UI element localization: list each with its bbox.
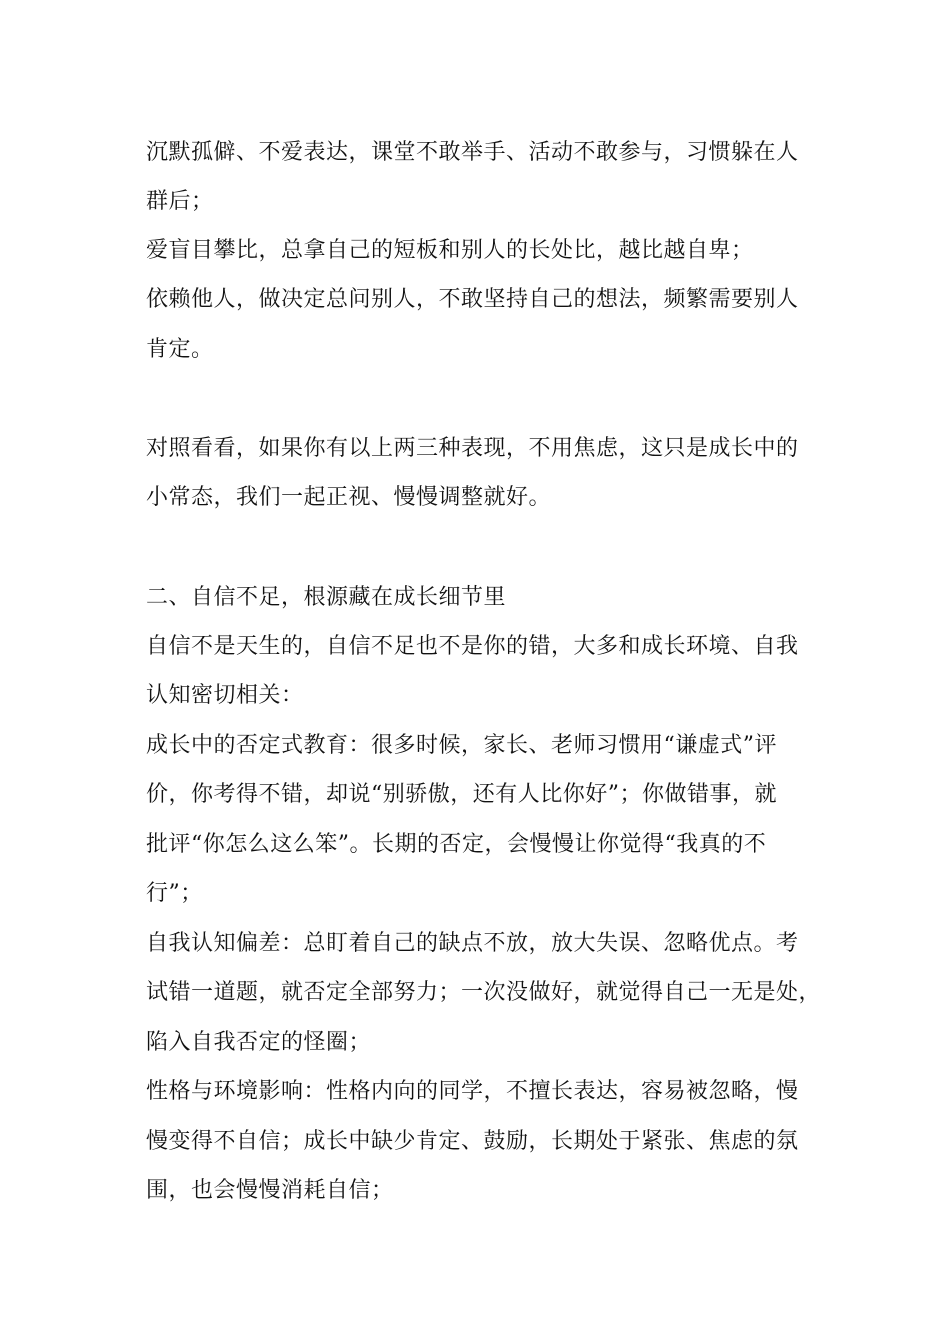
body-text-line: 价，你考得不错，却说“别骄傲，还有人比你好”；你做错事，就 <box>146 782 777 807</box>
body-text-line: 性格与环境影响：性格内向的同学，不擅长表达，容易被忽略，慢 <box>146 1079 799 1104</box>
body-text-line: 肯定。 <box>146 337 214 362</box>
section-heading: 二、自信不足，根源藏在成长细节里 <box>146 585 507 610</box>
body-text-line: 围，也会慢慢消耗自信； <box>146 1178 394 1203</box>
body-text-line: 爱盲目攀比，总拿自己的短板和别人的长处比，越比越自卑； <box>146 238 754 263</box>
body-text-line: 自我认知偏差：总盯着自己的缺点不放，放大失误、忽略优点。考 <box>146 931 799 956</box>
body-text-line: 对照看看，如果你有以上两三种表现，不用焦虑，这只是成长中的 <box>146 436 799 461</box>
body-text-line: 自信不是天生的，自信不足也不是你的错，大多和成长环境、自我 <box>146 634 799 659</box>
body-text-line: 成长中的否定式教育：很多时候，家长、老师习惯用“谦虚式”评 <box>146 733 777 758</box>
body-text-line: 陷入自我否定的怪圈； <box>146 1030 372 1055</box>
body-text-line: 依赖他人，做决定总问别人，不敢坚持自己的想法，频繁需要别人 <box>146 287 799 312</box>
body-text-line: 批评“你怎么这么笨”。长期的否定，会慢慢让你觉得“我真的不 <box>146 832 767 857</box>
body-text-line: 行”； <box>146 881 203 906</box>
body-text-line: 沉默孤僻、不爱表达，课堂不敢举手、活动不敢参与，习惯躲在人 <box>146 140 799 165</box>
body-text-line: 小常态，我们一起正视、慢慢调整就好。 <box>146 485 552 510</box>
body-text-line: 试错一道题，就否定全部努力；一次没做好，就觉得自己一无是处， <box>146 980 822 1005</box>
body-text-line: 群后； <box>146 189 214 214</box>
body-text-line: 慢变得不自信；成长中缺少肯定、鼓励，长期处于紧张、焦虑的氛 <box>146 1129 799 1154</box>
body-text-line: 认知密切相关： <box>146 683 304 708</box>
